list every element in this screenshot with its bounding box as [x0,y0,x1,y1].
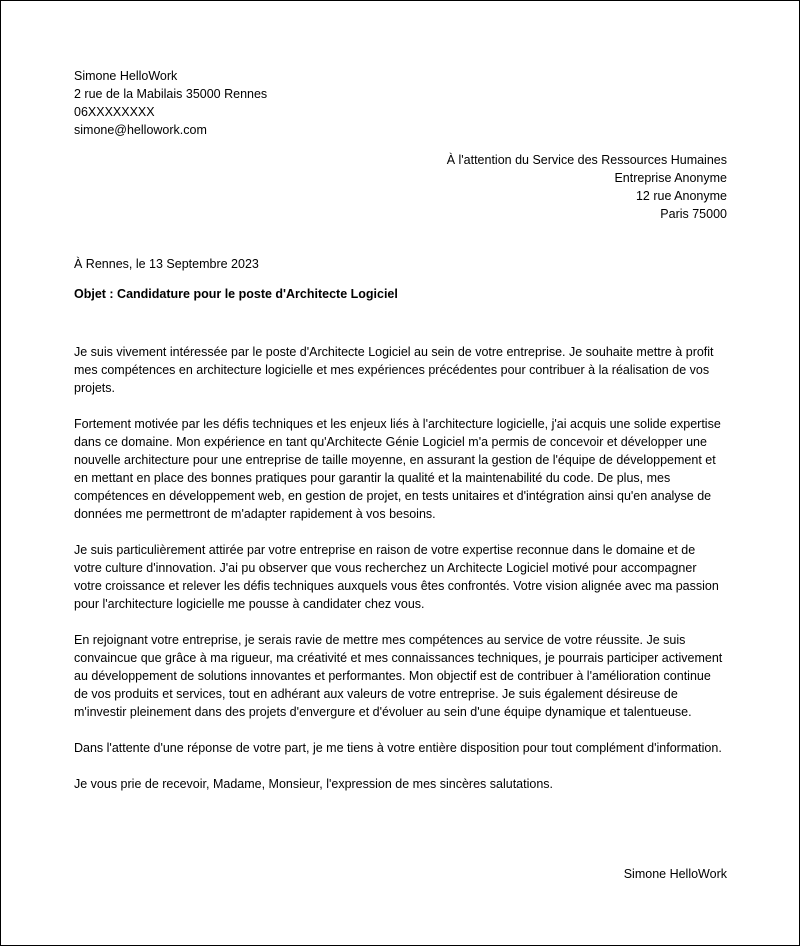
recipient-company: Entreprise Anonyme [614,171,727,185]
sender-block [74,67,267,139]
paragraph-experience: Fortement motivée par les défis techniques et les enjeux liés à l'architecture logicielle, j'ai acquis une solide expertise dans ce domaine. Mon expérience en tant qu'Architecte Génie Logiciel m'a permis de concevoir et développer une nouvelle architecture pour une entreprise de taille moyenne, en assurant la gestion de l'équipe de développement et en mettant en place des bonnes pratiques pour garantir la qualité et la maintenabilité du code. De plus, mes compétences en développement web, en gestion de projet, en tests unitaires et d'intégration ainsi qu'en analyse de données me permettront de m'adapter rapidement à vos besoins. [74,417,721,521]
letter-body [74,343,724,811]
recipient-city: Paris 75000 [660,207,727,221]
recipient-attention: À l'attention du Service des Ressources Humaines [446,153,727,167]
recipient-block [447,151,727,223]
recipient-street: 12 rue Anonyme [635,189,727,203]
date-line: À Rennes, le 13 Septembre 2023 [74,257,259,271]
subject-line: Objet : Candidature pour le poste d'Architecte Logiciel [74,287,398,301]
sender-name: Simone HelloWork [74,69,178,83]
paragraph-contribution: En rejoignant votre entreprise, je serais ravie de mettre mes compétences au service de votre réussite. Je suis convaincue que grâce à ma rigueur, ma créativité et mes connaissances techniques, je pourrais participer activement au développement de solutions innovantes et performantes. Mon objectif est de contribuer à l'amélioration continue de vos produits et services, tout en adhérant aux valeurs de votre entreprise. Je suis également désireuse de m'investir pleinement dans des projets d'envergure et d'évoluer au sein d'une équipe dynamique et talentueuse. [74,633,723,719]
signature: Simone HelloWork [623,867,727,881]
paragraph-motivation: Je suis particulièrement attirée par votre entreprise en raison de votre expertise reconnue dans le domaine et de votre culture d'innovation. J'ai pu observer que vous recherchez un Architecte Logiciel motivé pour accompagner votre croissance et relever les défis techniques auxquels vous êtes confrontés. Votre vision alignée avec ma passion pour l'architecture logicielle me pousse à candidater chez vous. [74,543,719,611]
sender-phone: 06XXXXXXXX [74,105,155,119]
sender-email: simone@hellowork.com [74,123,207,137]
sender-address: 2 rue de la Mabilais 35000 Rennes [74,87,268,101]
paragraph-availability: Dans l'attente d'une réponse de votre part, je me tiens à votre entière disposition pour tout complément d'information. [74,741,722,755]
paragraph-intro: Je suis vivement intéressée par le poste d'Architecte Logiciel au sein de votre entreprise. Je souhaite mettre à profit mes compétences en architecture logicielle et mes expériences précédentes pour contribuer à la réalisation de vos projets. [74,345,714,395]
paragraph-closing: Je vous prie de recevoir, Madame, Monsieur, l'expression de mes sincères salutations. [74,777,554,791]
